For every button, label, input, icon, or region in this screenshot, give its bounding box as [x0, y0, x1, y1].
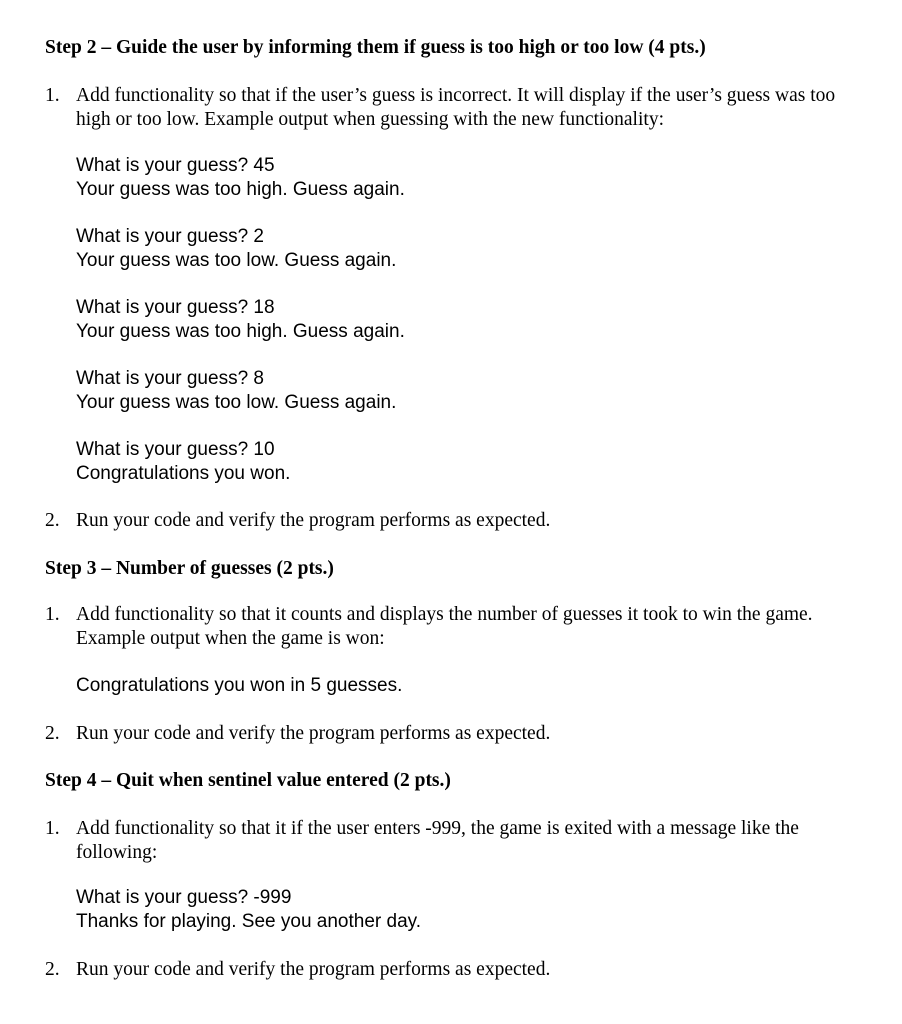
output-line: Thanks for playing. See you another day.: [76, 911, 422, 932]
output-line: Congratulations you won.: [76, 463, 291, 484]
step-4-item-2: [45, 958, 865, 982]
list-item-text: Add functionality so that it counts and displays the number of guesses it took to win the game. Example output when the game is won:: [76, 604, 813, 649]
list-number: 2.: [45, 723, 60, 744]
list-number: 2.: [45, 959, 60, 980]
step-3-item-1: [45, 603, 865, 651]
step-3-heading: Step 3 – Number of guesses (2 pts.): [45, 558, 334, 579]
list-item-text: Add functionality so that it if the user enters -999, the game is exited with a message like the following:: [76, 818, 799, 863]
output-line: Your guess was too low. Guess again.: [76, 392, 397, 413]
list-number: 2.: [45, 510, 60, 531]
example-output-block: [76, 154, 405, 202]
list-number: 1.: [45, 604, 60, 625]
output-line: Congratulations you won in 5 guesses.: [76, 675, 403, 696]
step-2-item-1: [45, 84, 865, 132]
step-2-item-2: [45, 509, 865, 533]
output-line: Your guess was too high. Guess again.: [76, 179, 405, 200]
output-line: What is your guess? 2: [76, 226, 264, 247]
example-output-block: [76, 674, 402, 698]
step-4-heading: Step 4 – Quit when sentinel value entered (2 pts.): [45, 770, 451, 791]
step-2-heading: Step 2 – Guide the user by informing them if guess is too high or too low (4 pts.): [45, 37, 706, 58]
list-item-text: Run your code and verify the program performs as expected.: [76, 959, 551, 980]
step-4-item-1: [45, 817, 865, 865]
example-output-block: [76, 886, 421, 934]
output-line: What is your guess? 10: [76, 439, 275, 460]
list-item-text: Run your code and verify the program performs as expected.: [76, 723, 551, 744]
output-line: Your guess was too high. Guess again.: [76, 321, 405, 342]
example-output-block: [76, 367, 396, 415]
list-item-text: Add functionality so that if the user’s guess is incorrect. It will display if the user’s guess was too high or too low. Example output when guessing with the new functionality:: [76, 85, 836, 130]
output-line: What is your guess? -999: [76, 887, 292, 908]
output-line: What is your guess? 45: [76, 155, 275, 176]
step-3-item-2: [45, 722, 865, 746]
output-line: What is your guess? 8: [76, 368, 264, 389]
example-output-block: [76, 296, 405, 344]
output-line: What is your guess? 18: [76, 297, 275, 318]
example-output-block: [76, 225, 396, 273]
list-number: 1.: [45, 85, 60, 106]
output-line: Your guess was too low. Guess again.: [76, 250, 397, 271]
list-number: 1.: [45, 818, 60, 839]
list-item-text: Run your code and verify the program performs as expected.: [76, 510, 551, 531]
example-output-block: [76, 438, 290, 486]
